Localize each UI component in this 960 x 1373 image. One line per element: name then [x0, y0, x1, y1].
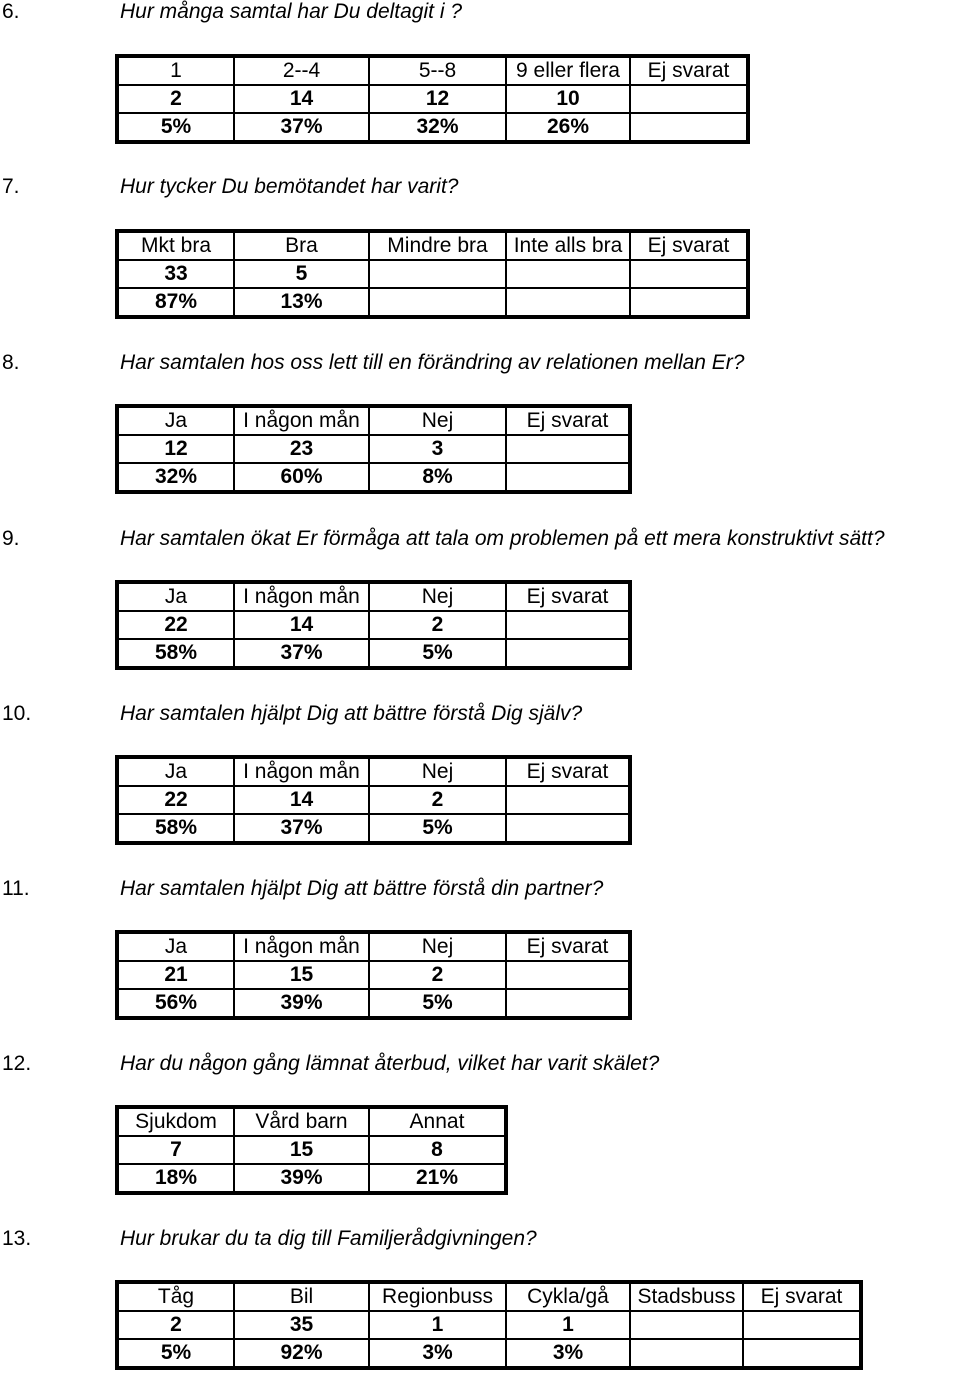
count-cell: 2	[117, 85, 234, 113]
count-cell: 22	[117, 786, 234, 814]
count-cell	[506, 611, 630, 639]
percent-row	[117, 1164, 506, 1193]
header-cell: Mindre bra	[369, 231, 506, 260]
percent-cell	[630, 288, 748, 317]
header-cell: Bra	[234, 231, 369, 260]
count-cell: 14	[234, 85, 369, 113]
count-cell	[630, 1311, 743, 1339]
table-header-row	[117, 56, 748, 85]
count-cell: 21	[117, 961, 234, 989]
answer-table-9	[115, 580, 632, 670]
header-cell: Ej svarat	[506, 406, 630, 435]
table-header-row	[117, 1107, 506, 1136]
question-number: 7.	[2, 175, 20, 198]
percent-cell: 37%	[234, 639, 369, 668]
header-cell: Tåg	[117, 1282, 234, 1311]
count-row	[117, 85, 748, 113]
percent-cell: 26%	[506, 113, 630, 142]
percent-cell: 8%	[369, 463, 506, 492]
question-text: Hur tycker Du bemötandet har varit?	[120, 175, 459, 198]
percent-cell	[506, 639, 630, 668]
count-cell: 12	[369, 85, 506, 113]
count-row	[117, 1136, 506, 1164]
count-cell	[630, 260, 748, 288]
answer-table-6	[115, 54, 750, 144]
percent-cell: 32%	[154, 465, 198, 488]
question-number: 13.	[2, 1227, 32, 1250]
header-cell: Nej	[369, 757, 506, 786]
question-text: Hur många samtal har Du deltagit i ?	[120, 0, 462, 23]
header-cell: Ej svarat	[630, 231, 748, 260]
percent-row	[117, 463, 630, 492]
count-cell: 12	[117, 435, 234, 463]
percent-cell: 37%	[234, 814, 369, 843]
question-number: 8.	[2, 351, 20, 374]
count-cell: 2	[369, 961, 506, 989]
question-text: Har samtalen hjälpt Dig att bättre förstå din partner?	[120, 877, 604, 900]
percent-cell: 18%	[154, 1166, 198, 1189]
percent-cell: 5%	[369, 814, 506, 843]
percent-cell	[743, 1339, 861, 1368]
answer-table-8	[115, 404, 632, 494]
question-text: Hur brukar du ta dig till Familjerådgivningen?	[120, 1227, 537, 1250]
count-cell: 35	[234, 1311, 369, 1339]
header-cell: Ej svarat	[630, 56, 748, 85]
table-header-row	[117, 406, 630, 435]
count-cell: 15	[234, 961, 369, 989]
header-cell: Ej svarat	[506, 932, 630, 961]
percent-cell	[369, 288, 506, 317]
percent-cell	[506, 288, 630, 317]
count-cell: 5	[234, 260, 369, 288]
header-cell: Ej svarat	[506, 757, 630, 786]
header-cell: I någon mån	[234, 932, 369, 961]
header-cell: Annat	[369, 1107, 506, 1136]
table-header-row	[117, 757, 630, 786]
question-number: 9.	[2, 527, 20, 550]
answer-table-12	[115, 1105, 508, 1195]
header-cell: 5--8	[369, 56, 506, 85]
count-cell: 14	[234, 611, 369, 639]
header-cell: I någon mån	[234, 757, 369, 786]
header-cell: Bil	[234, 1282, 369, 1311]
count-cell: 33	[117, 260, 234, 288]
question-number: 10.	[2, 702, 32, 725]
count-cell: 23	[234, 435, 369, 463]
header-cell: Ja	[117, 932, 234, 961]
header-cell: Cykla/gå	[506, 1282, 630, 1311]
header-cell: Nej	[369, 932, 506, 961]
percent-cell	[506, 463, 630, 492]
header-cell: Nej	[369, 582, 506, 611]
percent-cell: 21%	[369, 1164, 506, 1193]
count-cell: 15	[234, 1136, 369, 1164]
count-cell	[743, 1311, 861, 1339]
count-row	[117, 786, 630, 814]
question-text: Har du någon gång lämnat återbud, vilket har varit skälet?	[120, 1052, 660, 1075]
header-cell: Nej	[369, 406, 506, 435]
count-cell	[506, 786, 630, 814]
percent-cell: 58%	[154, 816, 198, 839]
question-number: 12.	[2, 1052, 32, 1075]
table-header-row	[117, 1282, 861, 1311]
header-cell: I någon mån	[234, 582, 369, 611]
percent-cell: 92%	[234, 1339, 369, 1368]
question-number: 11.	[2, 877, 30, 900]
count-row	[117, 435, 630, 463]
count-row	[117, 260, 748, 288]
question-number: 6.	[2, 0, 20, 23]
count-cell: 7	[117, 1136, 234, 1164]
count-cell: 22	[117, 611, 234, 639]
percent-cell: 5%	[369, 989, 506, 1018]
header-cell: Ja	[117, 406, 234, 435]
header-cell: I någon mån	[234, 406, 369, 435]
percent-cell: 3%	[369, 1339, 506, 1368]
percent-cell: 87%	[154, 290, 198, 313]
question-text: Har samtalen hos oss lett till en förändring av relationen mellan Er?	[120, 351, 745, 374]
answer-table-10	[115, 755, 632, 845]
percent-row	[117, 1339, 861, 1368]
header-cell: Ja	[117, 757, 234, 786]
count-row	[117, 1311, 861, 1339]
percent-row	[117, 113, 748, 142]
header-cell: 9 eller flera	[506, 56, 630, 85]
percent-cell: 37%	[234, 113, 369, 142]
question-text: Har samtalen ökat Er förmåga att tala om problemen på ett mera konstruktivt sätt?	[120, 527, 885, 550]
header-cell: Ja	[117, 582, 234, 611]
table-header-row	[117, 231, 748, 260]
header-cell: Mkt bra	[117, 231, 234, 260]
percent-row	[117, 288, 748, 317]
header-cell: Stadsbuss	[630, 1282, 743, 1311]
answer-table-11	[115, 930, 632, 1020]
count-cell: 2	[117, 1311, 234, 1339]
percent-cell: 60%	[234, 463, 369, 492]
percent-cell: 56%	[154, 991, 198, 1014]
count-cell	[369, 260, 506, 288]
header-cell: Sjukdom	[117, 1107, 234, 1136]
count-row	[117, 611, 630, 639]
table-header-row	[117, 582, 630, 611]
percent-cell: 3%	[506, 1339, 630, 1368]
percent-cell	[506, 814, 630, 843]
percent-cell: 32%	[369, 113, 506, 142]
count-cell: 1	[369, 1311, 506, 1339]
header-cell: Vård barn	[234, 1107, 369, 1136]
header-cell: Inte alls bra	[506, 231, 630, 260]
percent-cell: 5%	[160, 1341, 192, 1364]
answer-table-7	[115, 229, 750, 319]
count-row	[117, 961, 630, 989]
header-cell: Regionbuss	[369, 1282, 506, 1311]
question-text: Har samtalen hjälpt Dig att bättre förstå Dig själv?	[120, 702, 583, 725]
percent-row	[117, 639, 630, 668]
percent-cell: 39%	[234, 1164, 369, 1193]
percent-cell: 13%	[234, 288, 369, 317]
percent-cell: 5%	[160, 115, 192, 138]
count-cell: 2	[369, 786, 506, 814]
percent-cell: 5%	[369, 639, 506, 668]
header-cell: 2--4	[234, 56, 369, 85]
count-cell: 10	[506, 85, 630, 113]
percent-cell: 39%	[234, 989, 369, 1018]
header-cell: Ej svarat	[743, 1282, 861, 1311]
answer-table-13	[115, 1280, 863, 1370]
percent-row	[117, 989, 630, 1018]
percent-cell	[506, 989, 630, 1018]
percent-cell	[630, 113, 748, 142]
table-header-row	[117, 932, 630, 961]
percent-row	[117, 814, 630, 843]
count-cell	[506, 961, 630, 989]
percent-cell	[630, 1339, 743, 1368]
count-cell: 8	[369, 1136, 506, 1164]
header-cell: 1	[117, 56, 234, 85]
count-cell: 2	[369, 611, 506, 639]
count-cell: 14	[234, 786, 369, 814]
count-cell: 1	[506, 1311, 630, 1339]
percent-cell: 58%	[154, 641, 198, 664]
count-cell	[506, 435, 630, 463]
count-cell	[630, 85, 748, 113]
count-cell	[506, 260, 630, 288]
count-cell: 3	[369, 435, 506, 463]
header-cell: Ej svarat	[506, 582, 630, 611]
